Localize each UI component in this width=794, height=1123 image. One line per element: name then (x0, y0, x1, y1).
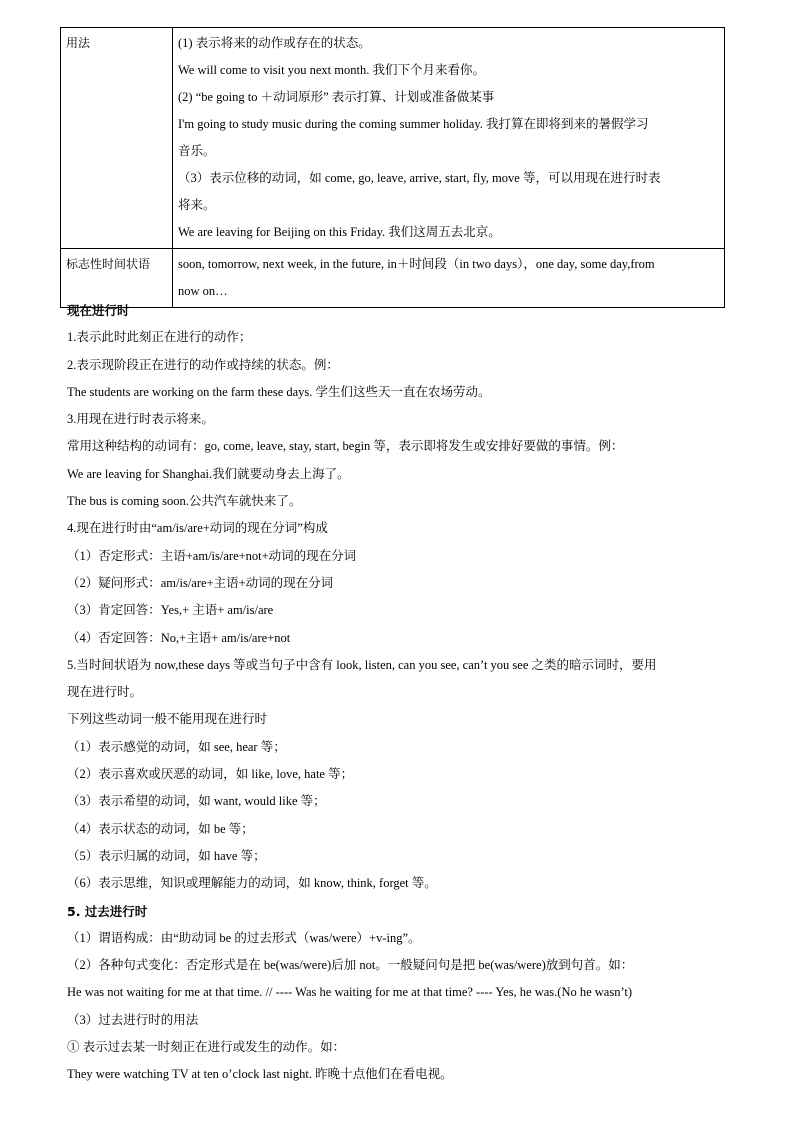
text-line: （1）否定形式：主语+am/is/are+not+动词的现在分词 (67, 548, 357, 563)
text-line: （4）表示状态的动词，如 be 等； (67, 821, 254, 836)
text-line: （2）表示喜欢或厌恶的动词，如 like, love, hate 等； (67, 767, 354, 782)
content-line: soon, tomorrow, next week, in the future, in＋时间段（in two days），one day, some day,from (178, 257, 655, 271)
section-heading: 5. 过去进行时 (67, 903, 148, 919)
content-line: (2) “be going to ＋动词原形” 表示打算、计划或准备做某事 (178, 90, 495, 104)
content-line: We will come to visit you next month. 我们下个月来看你。 (178, 63, 485, 77)
text-line: 3.用现在进行时表示将来。 (67, 412, 214, 427)
row-label: 标志性时间状语 (61, 249, 173, 308)
text-line: They were watching TV at ten o’clock last night. 昨晚十点他们在看电视。 (67, 1067, 453, 1082)
body-text (67, 297, 732, 1089)
content-line: 将来。 (178, 198, 216, 212)
content-line: We are leaving for Beijing on this Friday. 我们这周五去北京。 (178, 225, 501, 239)
content-line: I'm going to study music during the coming summer holiday. 我打算在即将到来的暑假学习 (178, 117, 649, 131)
text-line: ① 表示过去某一时刻正在进行或发生的动作。如： (67, 1040, 346, 1055)
text-line: We are leaving for Shanghai.我们就要动身去上海了。 (67, 466, 350, 481)
text-line: （2）疑问形式：am/is/are+主语+动词的现在分词 (67, 575, 334, 590)
text-line: （1）表示感觉的动词，如 see, hear 等； (67, 739, 286, 754)
text-line: 现在进行时。 (67, 685, 143, 700)
text-line: （3）肯定回答：Yes,+ 主语+ am/is/are (67, 603, 274, 618)
text-line: 2.表示现阶段正在进行的动作或持续的状态。例： (67, 357, 339, 372)
text-line: The bus is coming soon.公共汽车就快来了。 (67, 494, 302, 509)
table-row (61, 28, 725, 249)
text-line: （3）表示希望的动词，如 want, would like 等； (67, 794, 326, 809)
text-line: （6）表示思维，知识或理解能力的动词，如 know, think, forget 等。 (67, 876, 437, 891)
row-content (173, 28, 725, 249)
text-line: 下列这些动词一般不能用现在进行时 (67, 712, 268, 727)
text-line: （4）否定回答：No,+主语+ am/is/are+not (67, 630, 291, 645)
text-line: 5.当时间状语为 now,these days 等或当句子中含有 look, listen, can you see, can’t you see 之类的暗示词时，要用 (67, 657, 657, 672)
content-line: 音乐。 (178, 144, 216, 158)
text-line: （3）过去进行时的用法 (67, 1012, 199, 1027)
content-line: (1) 表示将来的动作或存在的状态。 (178, 36, 371, 50)
section-heading: 现在进行时 (67, 303, 130, 318)
text-line: He was not waiting for me at that time. // ---- Was he waiting for me at that time? ---- Yes, he was.(No he wasn’t) (67, 985, 633, 1000)
text-line: 1.表示此时此刻正在进行的动作； (67, 330, 252, 345)
text-line: （1）谓语构成：由“助动词 be 的过去形式（was/were）+v-ing”。 (67, 930, 421, 945)
text-line: （2）各种句式变化：否定形式是在 be(was/were)后加 not。一般疑问句是把 be(was/were)放到句首。如： (67, 958, 634, 973)
text-line: 4.现在进行时由“am/is/are+动词的现在分词”构成 (67, 521, 328, 536)
row-label: 用法 (61, 28, 173, 249)
content-line: （3）表示位移的动词，如 come, go, leave, arrive, start, fly, move 等，可以用现在进行时表 (178, 171, 661, 185)
text-line: 常用这种结构的动词有：go, come, leave, stay, start, begin 等，表示即将发生或安排好要做的事情。例： (67, 439, 624, 454)
text-line: The students are working on the farm these days. 学生们这些天一直在农场劳动。 (67, 384, 491, 399)
content-line: now on… (178, 284, 228, 298)
usage-table (60, 27, 725, 308)
text-line: （5）表示归属的动词，如 have 等； (67, 848, 266, 863)
